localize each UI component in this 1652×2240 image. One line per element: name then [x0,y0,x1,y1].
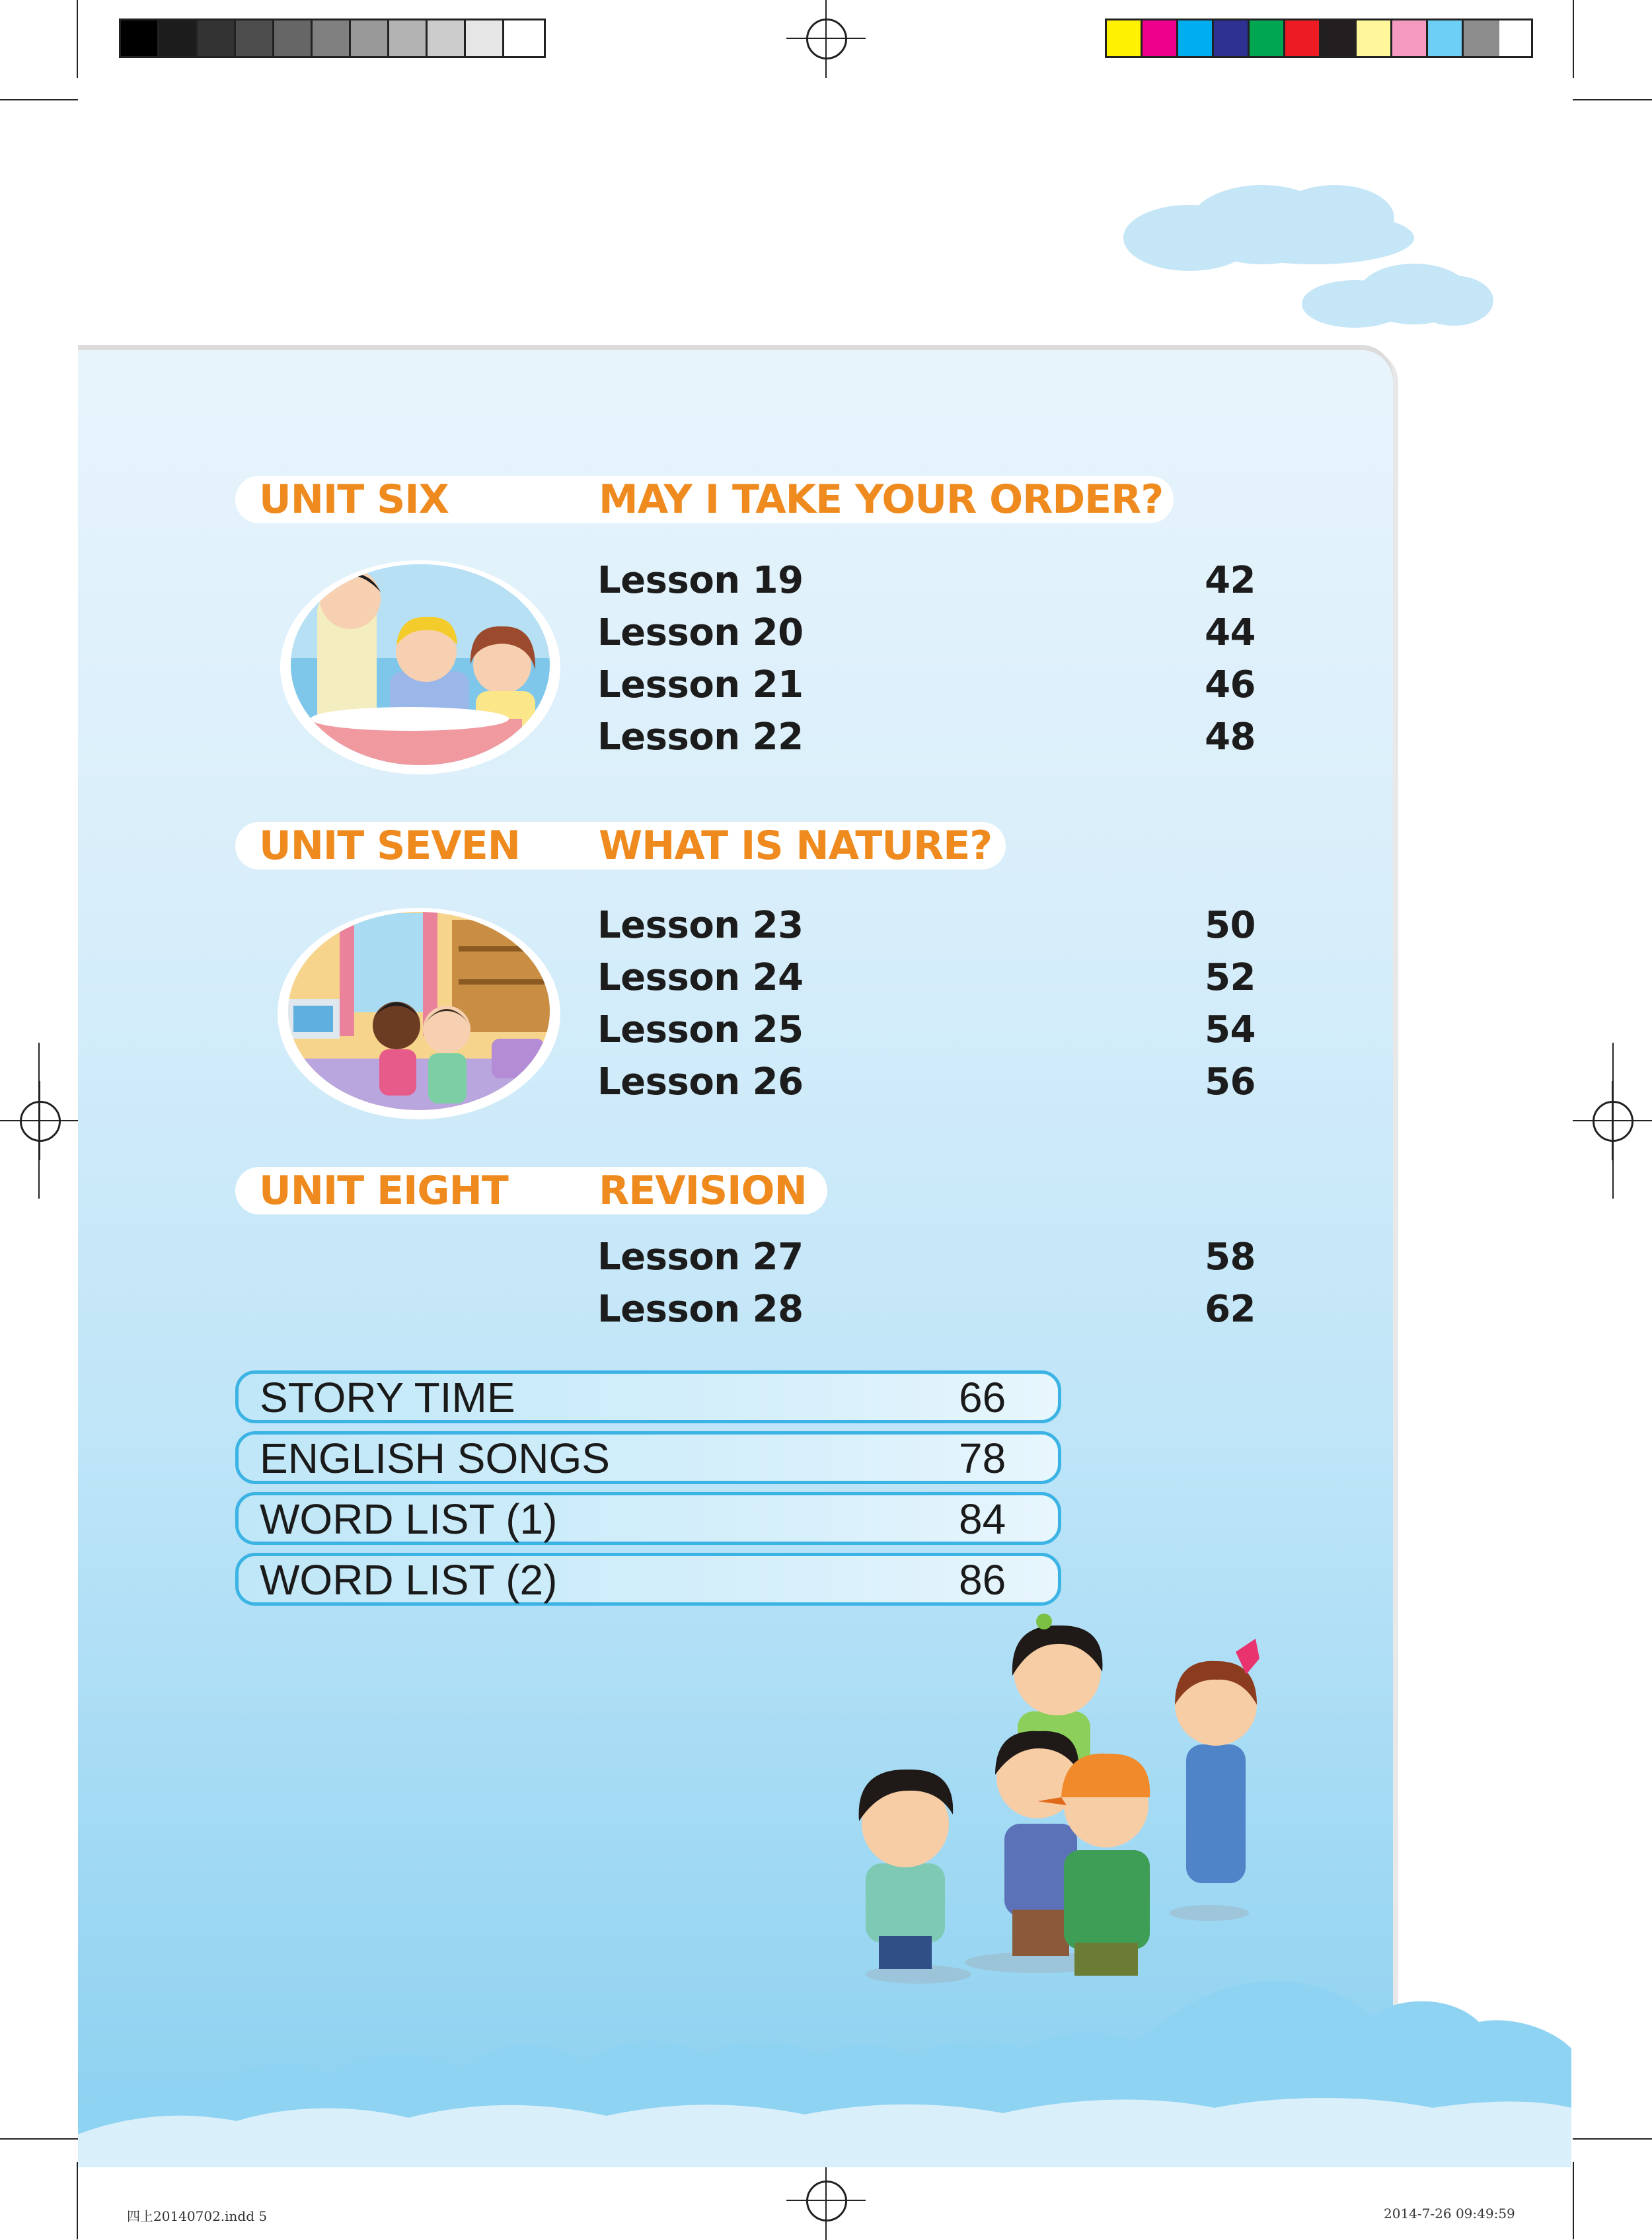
lesson-label[interactable]: Lesson 27 [597,1236,804,1279]
unit-number: UNIT SIX [259,476,449,523]
lesson-label[interactable]: Lesson 28 [597,1288,804,1331]
lesson-page-number: 48 [1205,716,1256,759]
lesson-page-number: 42 [1205,559,1256,602]
crop-mark [1612,1043,1614,1199]
section-english-songs[interactable] [235,1431,1061,1484]
lesson-label[interactable]: Lesson 26 [597,1061,804,1103]
section-label: WORD LIST (1) [260,1495,558,1543]
section-label: STORY TIME [260,1374,515,1421]
unit-title: MAY I TAKE YOUR ORDER? [599,476,1164,523]
crop-mark [1573,2138,1652,2140]
crop-mark [0,2138,78,2140]
unit-title: WHAT IS NATURE? [599,823,993,869]
section-word-list-2[interactable] [235,1553,1061,1606]
cloud-decoration [1097,172,1507,344]
crop-mark [1573,99,1652,100]
section-page-number: 66 [959,1374,1006,1421]
lesson-page-number: 44 [1205,611,1256,654]
kids-ordering-food-illustration [278,552,563,777]
crop-mark [0,99,78,100]
grayscale-color-bar [119,19,546,58]
lesson-page-number: 50 [1205,904,1256,947]
cloud-band-decoration [78,1969,1571,2167]
section-story-time[interactable] [235,1370,1061,1423]
registration-mark-icon [786,0,866,78]
section-label: WORD LIST (2) [260,1556,558,1604]
unit-number: UNIT SEVEN [259,823,520,869]
lesson-page-number: 58 [1205,1236,1256,1279]
crop-mark [77,0,78,78]
crop-mark [38,1043,40,1199]
lesson-page-number: 56 [1205,1061,1256,1103]
lesson-page-number: 52 [1205,956,1256,999]
group-of-kids-illustration [839,1612,1302,1996]
lesson-label[interactable]: Lesson 19 [597,559,804,602]
section-page-number: 78 [959,1435,1006,1482]
unit-number: UNIT EIGHT [259,1168,508,1214]
section-word-list-1[interactable] [235,1492,1061,1545]
unit-title: REVISION [599,1168,807,1214]
crop-mark [77,2162,78,2239]
crop-mark [1573,2162,1574,2239]
lesson-page-number: 62 [1205,1288,1256,1331]
registration-mark-icon [786,2161,866,2240]
lesson-label[interactable]: Lesson 20 [597,611,804,654]
lesson-page-number: 54 [1205,1008,1256,1051]
lesson-label[interactable]: Lesson 24 [597,956,804,999]
lesson-label[interactable]: Lesson 25 [597,1008,804,1051]
lesson-label[interactable]: Lesson 23 [597,904,804,947]
slug-timestamp: 2014-7-26 09:49:59 [1384,2206,1515,2221]
section-page-number: 84 [959,1495,1006,1543]
registration-mark-icon [0,1081,79,1160]
process-color-bar [1105,19,1533,58]
section-label: ENGLISH SONGS [260,1435,610,1482]
kids-in-room-illustration [274,900,564,1122]
slug-file-name: 四上20140702.indd 5 [127,2208,268,2224]
section-page-number: 86 [959,1556,1006,1604]
lesson-page-number: 46 [1205,663,1256,706]
lesson-label[interactable]: Lesson 22 [597,716,804,759]
crop-mark [1573,0,1574,78]
lesson-label[interactable]: Lesson 21 [597,663,804,706]
